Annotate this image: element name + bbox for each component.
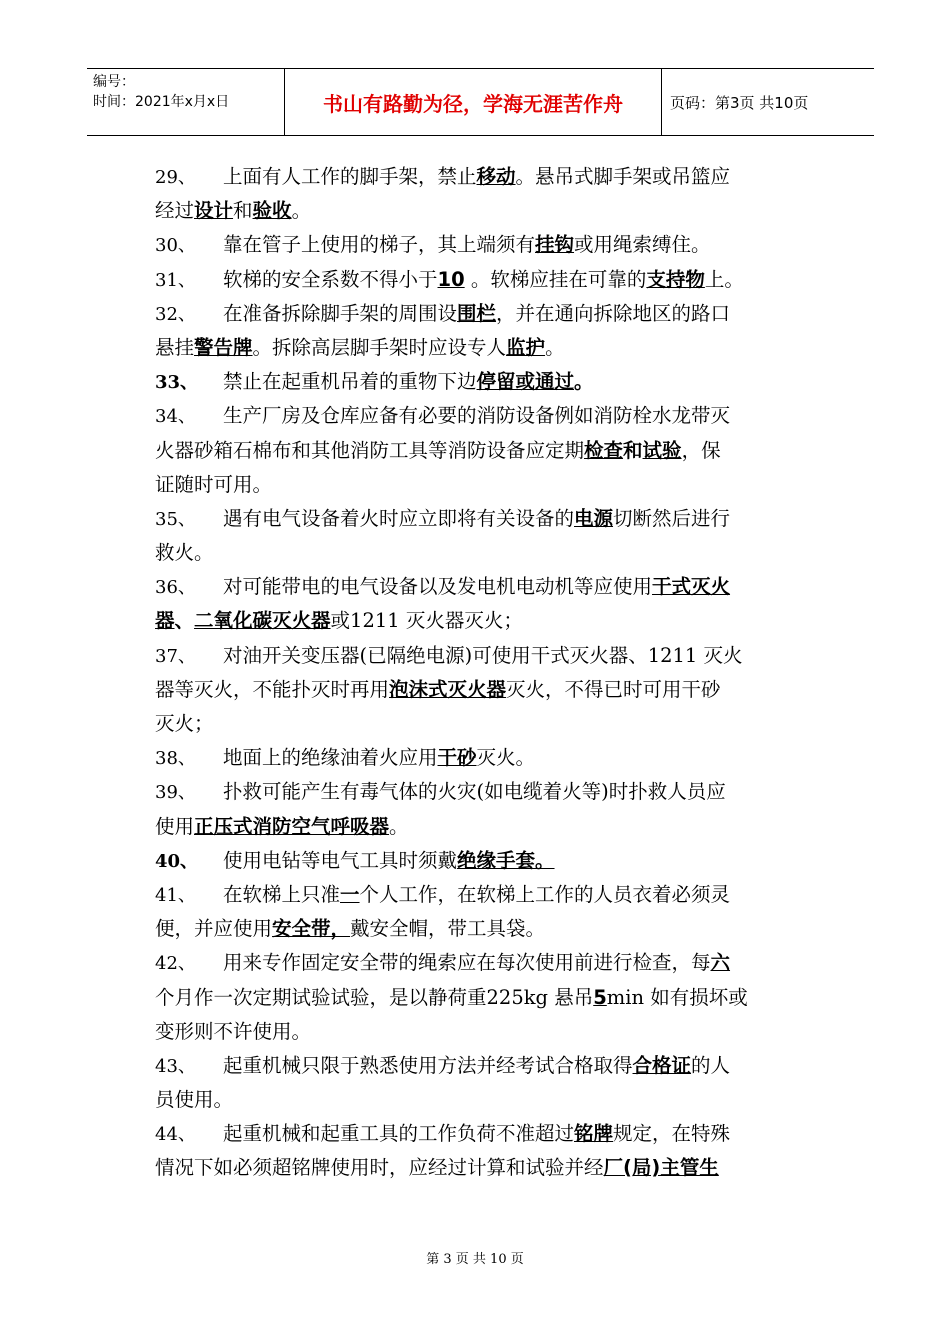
item-number: 32、 <box>155 303 196 325</box>
text: 地面上的绝缘油着火应用 <box>223 746 438 770</box>
item-number: 31、 <box>155 269 196 291</box>
text: 。拆除高层脚手架时应设专人 <box>252 335 507 359</box>
answer: 挂钩 <box>535 233 575 257</box>
text: 遇有电气设备着火时应立即将有关设备的 <box>223 506 575 530</box>
text: ，保 <box>681 438 721 462</box>
text: 在准备拆除脚手架的周围设 <box>223 301 458 325</box>
answer: 5 <box>593 985 607 1009</box>
text: 上面有人工作的脚手架，禁止 <box>223 165 477 188</box>
item-number: 37、 <box>155 645 196 667</box>
text: 在软梯上只准 <box>223 882 341 906</box>
answer: 停留或通过 <box>476 370 575 394</box>
item-41-line-2 <box>155 912 825 946</box>
text: 器等灭火，不能扑灭时再用 <box>155 677 390 701</box>
item-33-line-1 <box>155 365 825 399</box>
item-number: 30、 <box>155 235 196 257</box>
item-39-line-2 <box>155 810 825 844</box>
answer: 器 <box>155 609 175 633</box>
item-42-line-1 <box>155 946 825 980</box>
answer: 二氧化碳灭火器 <box>194 609 331 633</box>
item-29-line-2 <box>155 194 825 228</box>
text: 个人工作，在软梯上工作的人员衣着必须灵 <box>359 882 731 906</box>
item-number: 33、 <box>155 372 199 394</box>
item-number: 35、 <box>155 508 196 530</box>
text: 用来专作固定安全带的绳索应在每次使用前进行检查，每 <box>223 951 711 975</box>
answer: 设计 <box>194 199 234 223</box>
text: 对可能带电的电气设备以及发电机电动机等应使用 <box>223 575 653 599</box>
text: 便，并应使用 <box>155 917 273 941</box>
text: 生产厂房及仓库应备有必要的消防设备例如消防栓水龙带灭 <box>223 404 731 428</box>
text: 。 <box>545 335 565 359</box>
item-number: 36、 <box>155 577 196 599</box>
item-32-line-1 <box>155 297 825 331</box>
text: 情况下如必须超铭牌使用时，应经过计算和试验并经 <box>155 1156 604 1180</box>
item-31-line-1 <box>155 263 825 297</box>
item-number: 29、 <box>155 167 196 188</box>
text: ，并在通向拆除地区的路口 <box>496 301 731 325</box>
answer: 干式灭火 <box>652 575 731 599</box>
item-number: 44、 <box>155 1124 196 1146</box>
text: 经过 <box>155 199 195 223</box>
text: 证随时可用。 <box>155 472 273 496</box>
item-44-line-1 <box>155 1117 825 1151</box>
answer: 支持物 <box>646 267 705 291</box>
text: 。 <box>291 199 312 223</box>
text: 规定，在特殊 <box>613 1122 731 1146</box>
text: 对油开关变压器(已隔绝电源)可使用干式灭火器、1211 灭火 <box>223 643 743 667</box>
answer: 安全带， <box>272 917 351 941</box>
answer: 厂(局)主管生 <box>603 1156 719 1180</box>
text: 使用电钻等电气工具时须戴 <box>223 848 458 872</box>
text: 使用 <box>155 814 195 838</box>
text: 救火。 <box>155 541 214 565</box>
item-43-line-2 <box>155 1083 825 1117</box>
text: 。软梯应挂在可靠的 <box>464 267 647 291</box>
text: 靠在管子上使用的梯子，其上端须有 <box>223 233 536 257</box>
page-header <box>87 68 874 136</box>
item-number: 40、 <box>155 850 199 872</box>
item-42-line-2 <box>155 981 825 1015</box>
item-37-line-2 <box>155 673 825 707</box>
item-number: 42、 <box>155 953 196 975</box>
item-39-line-1 <box>155 775 825 809</box>
text: 和 <box>233 199 253 223</box>
item-37-line-1 <box>155 639 825 673</box>
text: 戴安全帽，带工具袋。 <box>350 917 546 941</box>
item-number: 41、 <box>155 884 196 906</box>
item-36-line-2 <box>155 604 825 638</box>
item-30-line-1 <box>155 228 825 262</box>
text: 起重机械和起重工具的工作负荷不准超过 <box>223 1122 575 1146</box>
text: 个月作一次定期试验试验，是以静荷重225kg 悬吊 <box>155 985 594 1009</box>
item-36-line-1 <box>155 570 825 604</box>
text: 扑救可能产生有毒气体的火灾(如电缆着火等)时扑救人员应 <box>223 780 726 804</box>
text: 切断然后进行 <box>613 506 731 530</box>
text: 灭火，不得已时可用干砂 <box>506 677 721 701</box>
text: 变形则不许使用。 <box>155 1019 312 1043</box>
item-number: 38、 <box>155 748 196 770</box>
answer: 电源 <box>574 506 614 530</box>
item-37-line-3 <box>155 707 825 741</box>
text: 。 <box>574 370 594 394</box>
text: 起重机械只限于熟悉使用方法并经考试合格取得 <box>223 1053 633 1077</box>
item-34-line-3 <box>155 468 825 502</box>
text: 灭火； <box>155 712 214 735</box>
page-footer: 第 3 页 共 10 页 <box>426 1252 524 1267</box>
answer: 10 <box>437 267 465 291</box>
item-35-line-1 <box>155 502 825 536</box>
answer: 警告牌 <box>194 335 253 359</box>
text: 悬挂 <box>155 335 195 359</box>
header-page-label: 页码：第3页 共10页 <box>670 93 809 112</box>
text: 员使用。 <box>155 1088 234 1112</box>
header-meta <box>93 72 229 112</box>
document-body <box>155 160 825 1186</box>
answer: 一 <box>340 882 360 906</box>
text: 灭火。 <box>476 746 536 770</box>
item-32-line-2 <box>155 331 825 365</box>
text: 或用绳索缚住。 <box>574 233 711 257</box>
item-40-line-1 <box>155 844 825 878</box>
item-34-line-2 <box>155 434 825 468</box>
text: 、 <box>174 609 195 633</box>
item-number: 39、 <box>155 782 196 804</box>
text: 禁止在起重机吊着的重物下边 <box>223 370 477 394</box>
text: 或1211 灭火器灭火； <box>330 609 523 633</box>
text: 火器砂箱石棉布和其他消防工具等消防设备应定期 <box>155 438 585 462</box>
text: 软梯的安全系数不得小于 <box>223 267 438 291</box>
text: min 如有损坏或 <box>606 985 748 1009</box>
item-43-line-1 <box>155 1049 825 1083</box>
answer: 移动 <box>476 165 516 188</box>
answer: 监护 <box>506 335 546 359</box>
text: 上。 <box>704 267 744 291</box>
answer: 正压式消防空气呼吸器 <box>194 814 390 838</box>
answer: 六 <box>710 951 731 975</box>
text: 的人 <box>691 1053 731 1077</box>
item-34-line-1 <box>155 399 825 433</box>
answer: 检查 <box>584 438 624 462</box>
item-44-line-2 <box>155 1151 825 1185</box>
item-38-line-1 <box>155 741 825 775</box>
text: 。 <box>389 814 409 838</box>
item-42-line-3 <box>155 1015 825 1049</box>
doc-number-label: 编号： <box>93 74 135 90</box>
item-number: 43、 <box>155 1055 196 1077</box>
item-41-line-1 <box>155 878 825 912</box>
item-number: 34、 <box>155 406 196 428</box>
text: 和 <box>623 438 643 462</box>
answer: 合格证 <box>632 1053 692 1077</box>
answer: 试验 <box>642 438 682 462</box>
answer: 干砂 <box>437 746 477 770</box>
answer: 铭牌 <box>574 1122 614 1146</box>
header-motto: 书山有路勤为径，学海无涯苦作舟 <box>284 69 662 135</box>
answer: 围栏 <box>457 301 497 325</box>
answer: 绝缘手套。 <box>457 848 555 872</box>
item-35-line-2 <box>155 536 825 570</box>
answer: 验收 <box>252 199 292 223</box>
answer: 泡沫式灭火器 <box>389 677 507 701</box>
doc-time-label: 时间：2021年x月x日 <box>93 94 230 110</box>
text: 。悬吊式脚手架或吊篮应 <box>515 165 731 188</box>
item-29-line-1 <box>155 160 825 194</box>
